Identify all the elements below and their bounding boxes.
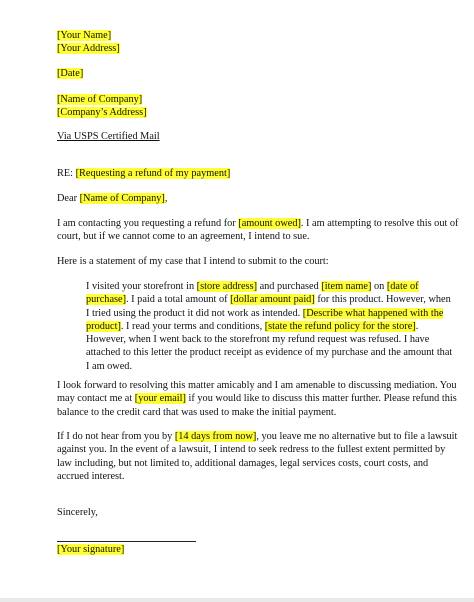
salutation-suffix: , xyxy=(164,193,168,204)
closing-text: Sincerely, xyxy=(57,507,98,518)
paragraph-resolution xyxy=(57,379,457,419)
re-prefix: RE: xyxy=(57,168,76,179)
signature-placeholder: [Your signature] xyxy=(57,544,125,555)
signature-line xyxy=(57,541,196,542)
statement-text-5: for this product. However, when xyxy=(314,294,451,306)
date-of-purchase-placeholder-a: [date of xyxy=(386,281,419,292)
delivery-method-text: Via USPS Certified Mail xyxy=(57,131,160,142)
delivery-method xyxy=(57,130,427,143)
company-name-placeholder: [Name of Company] xyxy=(57,94,143,105)
your-address-placeholder: [Your Address] xyxy=(57,43,120,55)
statement-text-9: However, when I went back to the storefront my refund request was refused. I have xyxy=(86,334,430,346)
signature-block xyxy=(57,543,427,556)
store-address-placeholder: [store address] xyxy=(196,281,258,292)
resolution-text-1: I look forward to resolving this matter amicably and I am amenable to discussing mediation. You xyxy=(57,380,457,391)
sender-block xyxy=(57,29,427,56)
case-statement xyxy=(86,280,453,373)
re-line xyxy=(57,167,427,180)
statement-text-1: I visited your storefront in xyxy=(86,281,197,292)
statement-text-7: . I read your terms and conditions, xyxy=(120,320,265,332)
statement-text-10: attached to this letter the product receipt as evidence of my purchase and the amount that xyxy=(86,347,453,359)
recipient-block xyxy=(57,93,427,120)
deadline-text-3: against you. In the event of a lawsuit, I intend to seek redress to the fullest extent permitted by xyxy=(57,444,446,456)
paragraph-statement-intro xyxy=(57,255,427,268)
date-placeholder: [Date] xyxy=(57,68,84,79)
page-bottom-edge xyxy=(0,598,474,602)
intro-text-1: I am contacting you requesting a refund for xyxy=(57,218,239,229)
statement-text-4: . I paid a total amount of xyxy=(126,294,231,306)
statement-text-11: I am owed. xyxy=(86,360,133,372)
statement-text-3: on xyxy=(371,281,387,292)
resolution-text-2: may contact me at xyxy=(57,393,135,405)
salutation-prefix: Dear xyxy=(57,193,80,204)
deadline-text-2: , you leave me no alternative but to file a lawsuit xyxy=(256,431,458,442)
salutation-company-placeholder: [Name of Company] xyxy=(79,193,165,204)
describe-placeholder-a: [Describe what happened with the xyxy=(302,307,444,319)
intro-text-3: court, but if we cannot come to an agreement, I intend to sue. xyxy=(57,231,310,243)
intro-text-2: . I am attempting to resolve this out of xyxy=(300,218,459,229)
your-name-placeholder: [Your Name] xyxy=(57,30,112,41)
dollar-amount-placeholder: [dollar amount paid] xyxy=(230,294,315,306)
item-name-placeholder: [item name] xyxy=(321,281,372,292)
resolution-text-4: balance to the credit card that was used to make the initial payment. xyxy=(57,406,337,418)
closing xyxy=(57,506,427,519)
describe-placeholder-b: product] xyxy=(86,320,121,332)
company-address-placeholder: [Company’s Address] xyxy=(57,107,147,119)
re-subject-placeholder: [Requesting a refund of my payment] xyxy=(75,168,231,179)
paragraph-intro xyxy=(57,217,459,244)
email-placeholder: [your email] xyxy=(134,393,186,405)
salutation xyxy=(57,192,427,205)
date-block xyxy=(57,67,427,80)
refund-policy-placeholder: [state the refund policy for the store] xyxy=(264,320,416,332)
amount-owed-placeholder: [amount owed] xyxy=(238,218,301,229)
date-of-purchase-placeholder-b: purchase] xyxy=(86,294,127,306)
statement-text-8: . xyxy=(415,320,419,332)
statement-text-2: and purchased xyxy=(257,281,322,292)
deadline-placeholder: [14 days from now] xyxy=(174,431,257,442)
paragraph-deadline xyxy=(57,430,458,483)
deadline-text-5: accrued interest. xyxy=(57,470,125,482)
resolution-text-3: if you would like to discuss this matter further. Please refund this xyxy=(185,393,457,405)
deadline-text-1: If I do not hear from you by xyxy=(57,431,175,442)
deadline-text-4: law including, but not limited to, additional damages, legal services costs, court costs, and xyxy=(57,457,429,469)
statement-intro-text: Here is a statement of my case that I intend to submit to the court: xyxy=(57,256,329,267)
statement-text-6: I tried using the product it did not work as intended. xyxy=(86,307,303,319)
